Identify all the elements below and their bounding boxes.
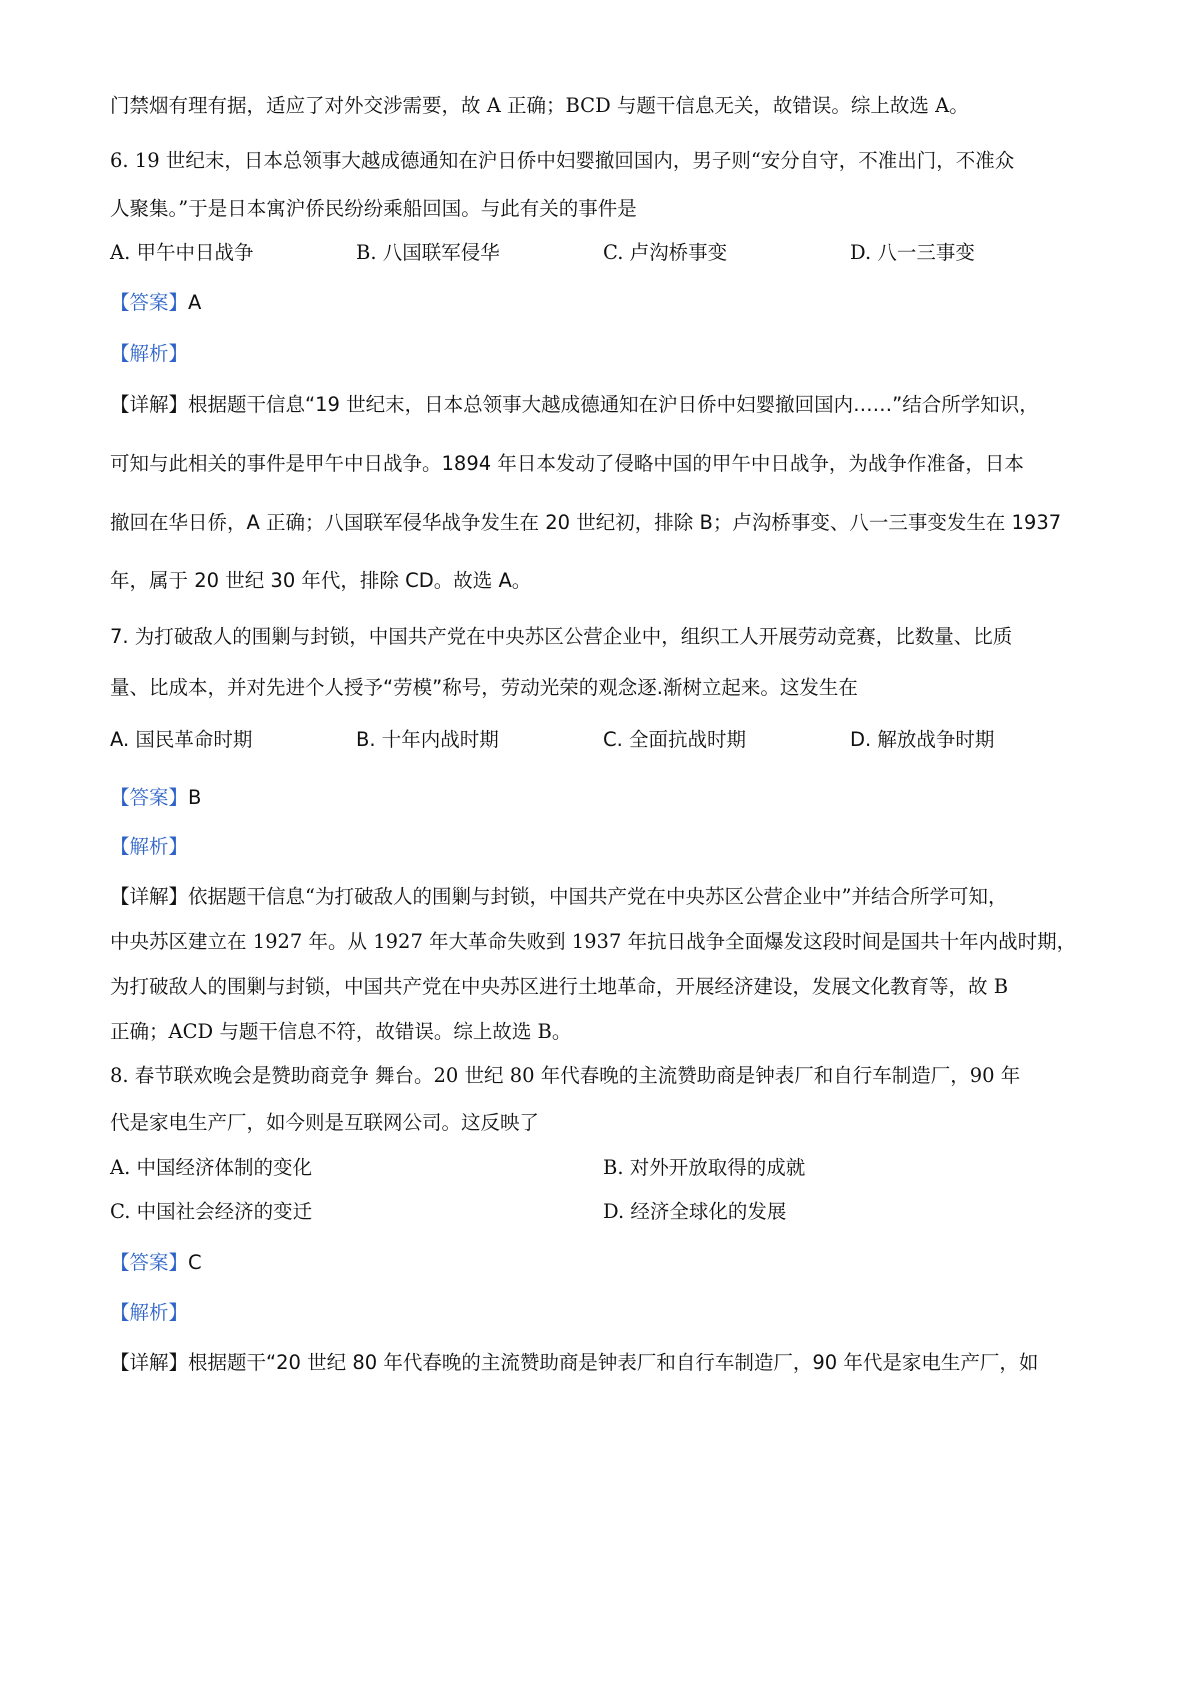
- q6-detail-line2: 可知与此相关的事件是甲午中日战争。1894 年日本发动了侵略中国的甲午中日战争，为战争作准备，日本: [110, 452, 1024, 475]
- q8-answer-line: [110, 1250, 202, 1276]
- detail-text: 根据题干“20 世纪 80 年代春晚的主流赞助商是钟表厂和自行车制造厂，90 年代是家电生产厂，如: [188, 1351, 1039, 1374]
- q8-analysis-label: 【解析】: [110, 1301, 189, 1324]
- q7-detail-line1: [110, 884, 1007, 910]
- q7-option-d: D. 解放战争时期: [850, 728, 995, 751]
- q6-detail-line3: 撤回在华日侨，A 正确；八国联军侵华战争发生在 20 世纪初，排除 B；卢沟桥事变、八一三事变发生在 1937: [110, 511, 1062, 534]
- question-7-stem-line2: 量、比成本，并对先进个人授予“劳模”称号，劳动光荣的观念逐.渐树立起来。这发生在: [110, 676, 858, 699]
- answer-label: 【答案】: [110, 1251, 189, 1274]
- q8-option-c: C. 中国社会经济的变迁: [110, 1200, 313, 1223]
- q6-option-b: B. 八国联军侵华: [356, 241, 500, 264]
- q7-analysis-label: 【解析】: [110, 835, 189, 858]
- question-8-stem-line2: 代是家电生产厂，如今则是互联网公司。这反映了: [110, 1111, 540, 1134]
- detail-text: 根据题干信息“19 世纪末，日本总领事大越成德通知在沪日侨中妇婴撤回国内……”结合所学知识，: [188, 393, 1039, 416]
- question-7-stem-line1: 7. 为打破敌人的围剿与封锁，中国共产党在中央苏区公营企业中，组织工人开展劳动竞赛，比数量、比质: [110, 625, 1013, 648]
- answer-label: 【答案】: [110, 786, 189, 809]
- q8-option-a: A. 中国经济体制的变化: [110, 1156, 312, 1179]
- detail-label: 【详解】: [110, 393, 189, 416]
- q6-detail-line4: 年，属于 20 世纪 30 年代，排除 CD。故选 A。: [110, 569, 532, 592]
- q6-analysis-label: 【解析】: [110, 342, 189, 365]
- question-8-stem-line1: 8. 春节联欢晚会是赞助商竞争 舞台。20 世纪 80 年代春晚的主流赞助商是钟表厂和自行车制造厂，90 年: [110, 1064, 1021, 1087]
- answer-value: A: [188, 291, 202, 314]
- answer-label: 【答案】: [110, 291, 189, 314]
- detail-label: 【详解】: [110, 1351, 189, 1374]
- q8-option-d: D. 经济全球化的发展: [603, 1200, 787, 1223]
- detail-label: 【详解】: [110, 885, 189, 908]
- q6-option-a: A. 甲午中日战争: [110, 241, 254, 264]
- q6-detail-line1: [110, 392, 1039, 418]
- question-6-stem-line2: 人聚集。”于是日本寓沪侨民纷纷乘船回国。与此有关的事件是: [110, 197, 637, 220]
- q7-detail-line4: 正确；ACD 与题干信息不符，故错误。综上故选 B。: [110, 1020, 572, 1043]
- q7-detail-line3: 为打破敌人的围剿与封锁，中国共产党在中央苏区进行土地革命，开展经济建设，发展文化教育等，故 B: [110, 975, 1009, 998]
- detail-text: 依据题干信息“为打破敌人的围剿与封锁，中国共产党在中央苏区公营企业中”并结合所学可知，: [188, 885, 1008, 908]
- q7-option-b: B. 十年内战时期: [356, 728, 499, 751]
- q7-option-a: A. 国民革命时期: [110, 728, 253, 751]
- answer-value: C: [188, 1251, 202, 1274]
- q7-option-c: C. 全面抗战时期: [603, 728, 747, 751]
- q6-option-c: C. 卢沟桥事变: [603, 241, 728, 264]
- q8-option-b: B. 对外开放取得的成就: [603, 1156, 806, 1179]
- q7-detail-line2: 中央苏区建立在 1927 年。从 1927 年大革命失败到 1937 年抗日战争全面爆发这段时间是国共十年内战时期，: [110, 930, 1077, 953]
- paragraph-line: 门禁烟有理有据，适应了对外交涉需要，故 A 正确；BCD 与题干信息无关，故错误。综上故选 A。: [110, 94, 969, 117]
- q6-option-d: D. 八一三事变: [850, 241, 975, 264]
- q8-detail-line1: [110, 1350, 1038, 1376]
- answer-value: B: [188, 786, 202, 809]
- q7-answer-line: [110, 785, 201, 811]
- q6-answer-line: [110, 290, 201, 316]
- question-6-stem-line1: 6. 19 世纪末，日本总领事大越成德通知在沪日侨中妇婴撤回国内，男子则“安分自守，不准出门，不准众: [110, 149, 1015, 172]
